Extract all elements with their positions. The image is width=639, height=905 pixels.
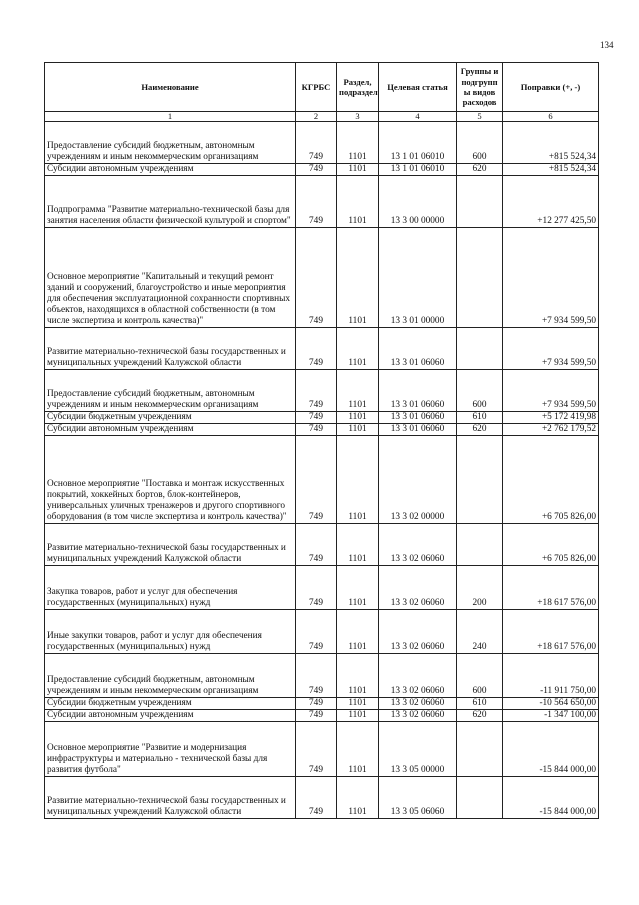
header-target: Целевая статья [379,63,457,112]
column-number: 5 [457,112,503,122]
row-target: 13 3 01 06060 [379,369,457,411]
table-row [45,122,599,164]
row-group: 620 [457,423,503,435]
table-row [45,609,599,653]
row-section: 1101 [337,709,379,721]
row-kgrbs: 749 [296,164,337,176]
header-name: Наименование [45,63,296,112]
row-group [457,721,503,776]
table-row [45,423,599,435]
row-section: 1101 [337,369,379,411]
row-section: 1101 [337,776,379,818]
row-amount: +5 172 419,98 [503,411,599,423]
row-section: 1101 [337,721,379,776]
row-section: 1101 [337,327,379,369]
table-row [45,411,599,423]
column-number: 1 [45,112,296,122]
table-row [45,709,599,721]
row-amount: +2 762 179,52 [503,423,599,435]
row-kgrbs: 749 [296,122,337,164]
row-amount: +12 277 425,50 [503,175,599,227]
row-target: 13 3 02 06060 [379,697,457,709]
row-name: Субсидии автономным учреждениям [45,164,296,176]
table-row [45,653,599,697]
row-group [457,327,503,369]
row-name: Субсидии автономным учреждениям [45,423,296,435]
row-name: Развитие материально-технической базы государственных и муниципальных учреждений Калужской области [45,327,296,369]
column-number: 4 [379,112,457,122]
row-section: 1101 [337,411,379,423]
row-kgrbs: 749 [296,653,337,697]
table-row [45,721,599,776]
row-amount: -15 844 000,00 [503,776,599,818]
table-header-row [45,63,599,112]
row-group [457,227,503,327]
row-section: 1101 [337,697,379,709]
header-section: Раздел, подраздел [337,63,379,112]
row-name: Основное мероприятие "Развитие и модернизация инфраструктуры и материально - технической базы для развития футбола" [45,721,296,776]
row-section: 1101 [337,523,379,565]
row-name: Закупка товаров, работ и услуг для обеспечения государственных (муниципальных) нужд [45,565,296,609]
row-target: 13 3 01 06060 [379,423,457,435]
row-section: 1101 [337,565,379,609]
column-number: 6 [503,112,599,122]
row-kgrbs: 749 [296,175,337,227]
row-target: 13 3 02 00000 [379,435,457,523]
row-target: 13 1 01 06010 [379,122,457,164]
row-name: Предоставление субсидий бюджетным, автономным учреждениям и иным некоммерческим организациям [45,369,296,411]
row-amount: +6 705 826,00 [503,523,599,565]
row-amount: -11 911 750,00 [503,653,599,697]
row-target: 13 3 00 00000 [379,175,457,227]
table-row [45,164,599,176]
budget-amendments-table [44,62,599,819]
row-section: 1101 [337,122,379,164]
row-group [457,175,503,227]
row-group [457,776,503,818]
row-kgrbs: 749 [296,411,337,423]
row-name: Предоставление субсидий бюджетным, автономным учреждениям и иным некоммерческим организациям [45,122,296,164]
row-amount: +7 934 599,50 [503,227,599,327]
row-amount: +815 524,34 [503,164,599,176]
row-target: 13 3 02 06060 [379,523,457,565]
row-amount: +18 617 576,00 [503,565,599,609]
row-kgrbs: 749 [296,435,337,523]
row-kgrbs: 749 [296,369,337,411]
table-body [45,122,599,819]
table-row [45,523,599,565]
header-groups: Группы и подгрупп ы видов расходов [457,63,503,112]
row-target: 13 3 02 06060 [379,609,457,653]
row-section: 1101 [337,175,379,227]
row-kgrbs: 749 [296,697,337,709]
row-group: 200 [457,565,503,609]
row-section: 1101 [337,227,379,327]
row-target: 13 3 02 06060 [379,565,457,609]
row-group: 600 [457,369,503,411]
table-row [45,435,599,523]
row-amount: -15 844 000,00 [503,721,599,776]
row-target: 13 3 01 06060 [379,411,457,423]
row-group [457,523,503,565]
table-row [45,565,599,609]
row-name: Основное мероприятие "Капитальный и текущий ремонт зданий и сооружений, благоустройство и иные мероприятия для обеспечения эксплуатационной сохранности спортивных объектов, находящихся в областной собственности (в том числе экспертиза и контроль качества)" [45,227,296,327]
row-kgrbs: 749 [296,776,337,818]
header-kgrbs: КГРБС [296,63,337,112]
row-kgrbs: 749 [296,709,337,721]
table-row [45,327,599,369]
row-kgrbs: 749 [296,327,337,369]
row-target: 13 3 01 00000 [379,227,457,327]
row-target: 13 3 02 06060 [379,653,457,697]
row-kgrbs: 749 [296,721,337,776]
row-amount: +7 934 599,50 [503,369,599,411]
row-name: Субсидии бюджетным учреждениям [45,697,296,709]
row-section: 1101 [337,609,379,653]
row-target: 13 1 01 06010 [379,164,457,176]
column-numbers-row [45,112,599,122]
header-amendments: Поправки (+, -) [503,63,599,112]
row-target: 13 3 05 00000 [379,721,457,776]
column-number: 2 [296,112,337,122]
row-section: 1101 [337,423,379,435]
column-number: 3 [337,112,379,122]
row-name: Субсидии автономным учреждениям [45,709,296,721]
row-kgrbs: 749 [296,565,337,609]
row-name: Иные закупки товаров, работ и услуг для обеспечения государственных (муниципальных) нужд [45,609,296,653]
row-kgrbs: 749 [296,523,337,565]
row-target: 13 3 05 06060 [379,776,457,818]
row-name: Предоставление субсидий бюджетным, автономным учреждениям и иным некоммерческим организациям [45,653,296,697]
table-row [45,697,599,709]
row-group: 620 [457,709,503,721]
row-kgrbs: 749 [296,423,337,435]
row-group: 600 [457,122,503,164]
row-amount: +18 617 576,00 [503,609,599,653]
page-number: 134 [600,40,614,50]
row-section: 1101 [337,164,379,176]
row-name: Субсидии бюджетным учреждениям [45,411,296,423]
row-target: 13 3 01 06060 [379,327,457,369]
table-row [45,369,599,411]
row-amount: +7 934 599,50 [503,327,599,369]
row-kgrbs: 749 [296,609,337,653]
row-section: 1101 [337,435,379,523]
row-kgrbs: 749 [296,227,337,327]
row-amount: -1 347 100,00 [503,709,599,721]
table-row [45,227,599,327]
row-amount: +815 524,34 [503,122,599,164]
row-name: Развитие материально-технической базы государственных и муниципальных учреждений Калужской области [45,776,296,818]
table-row [45,175,599,227]
row-group: 620 [457,164,503,176]
row-group: 610 [457,697,503,709]
row-name: Развитие материально-технической базы государственных и муниципальных учреждений Калужской области [45,523,296,565]
row-amount: +6 705 826,00 [503,435,599,523]
row-target: 13 3 02 06060 [379,709,457,721]
table-row [45,776,599,818]
row-section: 1101 [337,653,379,697]
row-group: 610 [457,411,503,423]
row-group [457,435,503,523]
row-amount: -10 564 650,00 [503,697,599,709]
row-group: 600 [457,653,503,697]
row-name: Основное мероприятие "Поставка и монтаж искусственных покрытий, хоккейных бортов, блок-контейнеров, универсальных уличных тренажеров и другого спортивного оборудования (в том числе экспертиза и контроль качества)" [45,435,296,523]
row-name: Подпрограмма "Развитие материально-технической базы для занятия населения области физической культурой и спортом" [45,175,296,227]
row-group: 240 [457,609,503,653]
